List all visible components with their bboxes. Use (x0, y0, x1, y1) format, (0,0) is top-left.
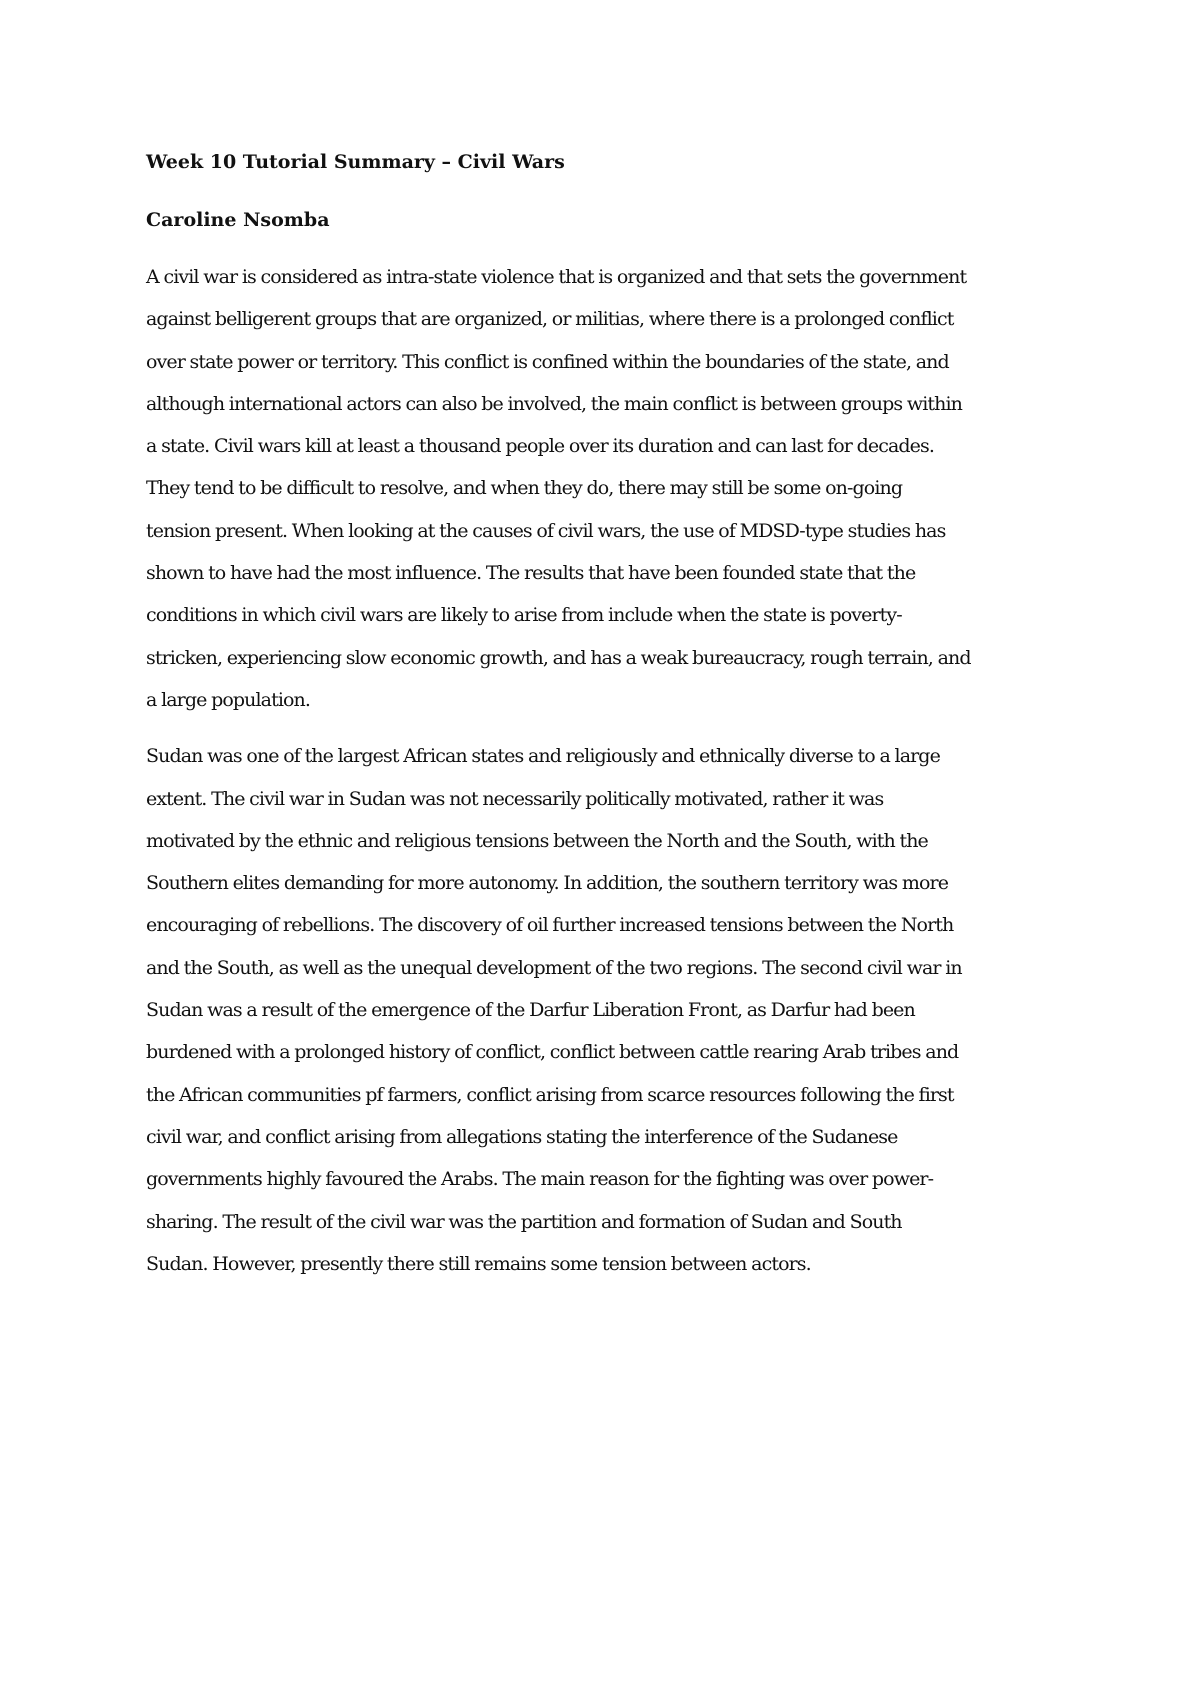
paragraph-line: Sudan was a result of the emergence of the Darfur Liberation Front, as Darfur had been (146, 999, 915, 1022)
paragraph-line: although international actors can also be involved, the main conflict is between groups within (146, 392, 962, 415)
paragraph-line: burdened with a prolonged history of conflict, conflict between cattle rearing Arab tribes and (146, 1041, 959, 1064)
paragraph-line: and the South, as well as the unequal development of the two regions. The second civil war in (146, 956, 962, 979)
paragraph-line: against belligerent groups that are organized, or militias, where there is a prolonged conflict (146, 308, 954, 331)
paragraph-line: Sudan. However, presently there still remains some tension between actors. (146, 1252, 811, 1275)
paragraph-line: over state power or territory. This conflict is confined within the boundaries of the state, and (146, 350, 949, 373)
paragraph-line: the African communities pf farmers, conflict arising from scarce resources following the first (146, 1083, 954, 1106)
paragraph-line: motivated by the ethnic and religious tensions between the North and the South, with the (146, 829, 928, 852)
paragraph-line: tension present. When looking at the causes of civil wars, the use of MDSD-type studies has (146, 519, 946, 542)
paragraph-civil-war-definition (146, 256, 1066, 721)
document-body (146, 142, 1066, 1299)
paragraph-line: a large population. (146, 688, 311, 711)
paragraph-line: sharing. The result of the civil war was the partition and formation of Sudan and South (146, 1210, 902, 1233)
author-name: Caroline Nsomba (146, 209, 330, 231)
paragraph-line: conditions in which civil wars are likely to arise from include when the state is poverty- (146, 604, 902, 627)
paragraph-line: governments highly favoured the Arabs. The main reason for the fighting was over power- (146, 1168, 934, 1191)
paragraph-line: Sudan was one of the largest African states and religiously and ethnically diverse to a large (146, 745, 940, 768)
paragraph-line: encouraging of rebellions. The discovery of oil further increased tensions between the North (146, 914, 954, 937)
document-title: Week 10 Tutorial Summary – Civil Wars (146, 151, 565, 173)
paragraph-line: extent. The civil war in Sudan was not necessarily politically motivated, rather it was (146, 787, 884, 810)
paragraph-line: shown to have had the most influence. The results that have been founded state that the (146, 562, 916, 585)
paragraph-line: Southern elites demanding for more autonomy. In addition, the southern territory was more (146, 872, 949, 895)
paragraph-line: A civil war is considered as intra-state violence that is organized and that sets the government (146, 266, 967, 288)
paragraph-line: They tend to be difficult to resolve, and when they do, there may still be some on-going (146, 477, 903, 500)
paragraph-sudan (146, 735, 1066, 1285)
paragraph-line: civil war, and conflict arising from allegations stating the interference of the Sudanese (146, 1125, 898, 1148)
paragraph-line: stricken, experiencing slow economic growth, and has a weak bureaucracy, rough terrain, and (146, 646, 971, 669)
paragraph-line: a state. Civil wars kill at least a thousand people over its duration and can last for decades. (146, 435, 934, 458)
